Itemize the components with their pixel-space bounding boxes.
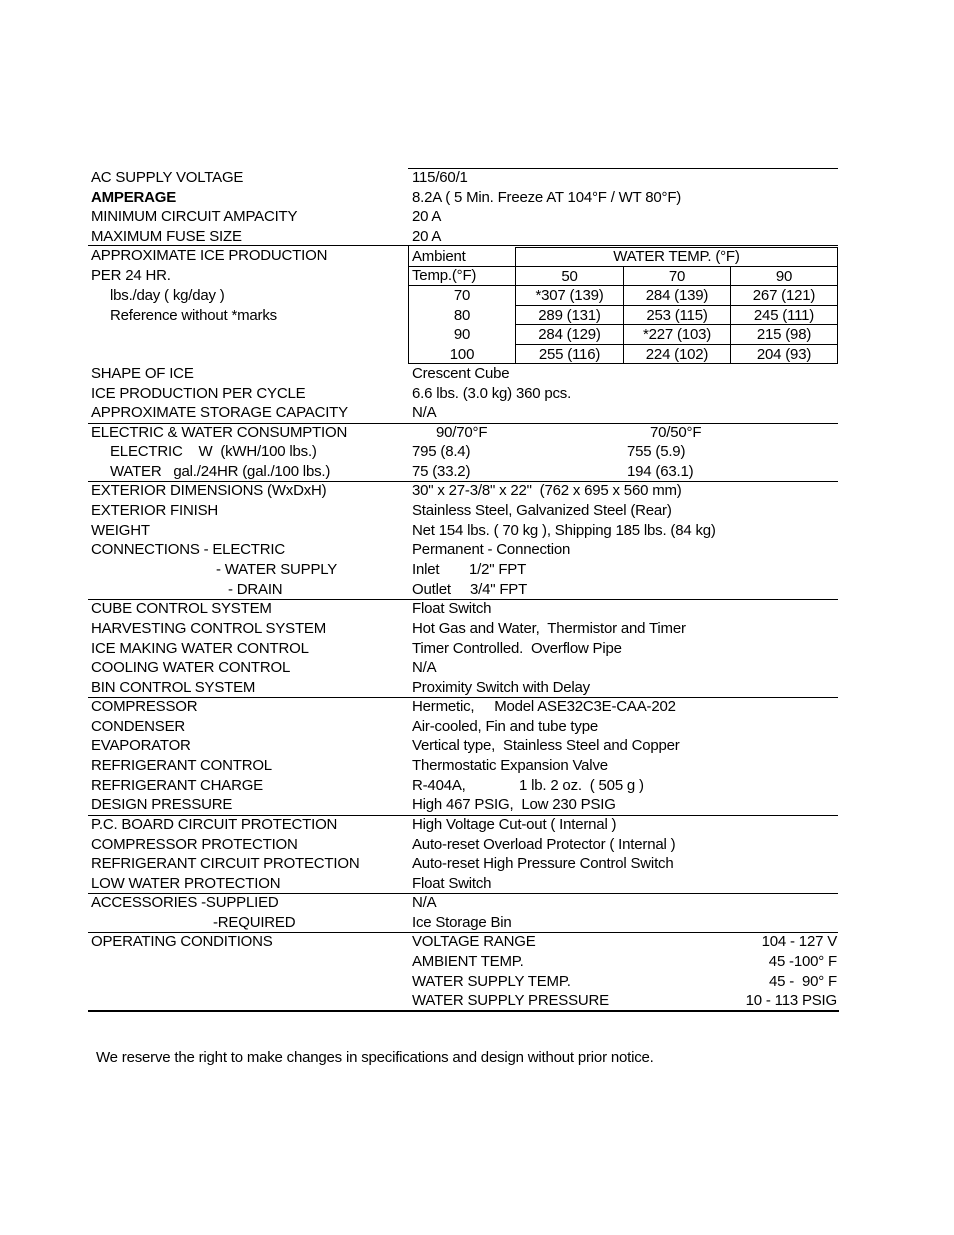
connections-electric-value: Permanent - Connection	[412, 541, 571, 558]
amperage-value: 8.2A ( 5 Min. Freeze AT 104°F / WT 80°F)	[412, 189, 682, 206]
water-temp-header: WATER TEMP. (°F)	[613, 248, 740, 265]
accessories-required-value: Ice Storage Bin	[412, 914, 512, 931]
water-consumption-2: 194 (63.1)	[627, 463, 694, 480]
connections-water-value-1: Inlet	[412, 561, 440, 578]
water-supply-pressure-value: 10 - 113 PSIG	[745, 992, 837, 1009]
water-consumption-1: 75 (33.2)	[412, 463, 471, 480]
table-cell: *307 (139)	[535, 287, 604, 304]
ice-making-water-label: ICE MAKING WATER CONTROL	[91, 640, 309, 657]
disclaimer-note: We reserve the right to make changes in specifications and design without prior notice.	[96, 1049, 654, 1066]
operating-conditions-label: OPERATING CONDITIONS	[91, 933, 273, 950]
ice-per-cycle-label: ICE PRODUCTION PER CYCLE	[91, 385, 306, 402]
ice-production-label: APPROXIMATE ICE PRODUCTION	[91, 247, 328, 264]
cooling-water-value: N/A	[412, 659, 437, 676]
amperage-label: AMPERAGE	[91, 189, 177, 206]
compressor-value: Hermetic, Model ASE32C3E-CAA-202	[412, 698, 676, 715]
connections-water-label: - WATER SUPPLY	[216, 561, 338, 578]
electric-consumption-1: 795 (8.4)	[412, 443, 471, 460]
refrigerant-control-label: REFRIGERANT CONTROL	[91, 757, 272, 774]
ice-making-water-value: Timer Controlled. Overflow Pipe	[412, 640, 622, 657]
compressor-protection-value: Auto-reset Overload Protector ( Internal )	[412, 836, 676, 853]
table-cell: 245 (111)	[753, 307, 815, 324]
bin-control-label: BIN CONTROL SYSTEM	[91, 679, 256, 696]
lbs-per-day-label: lbs./day ( kg/day )	[110, 287, 225, 304]
connections-drain-value-2: 3/4" FPT	[470, 581, 528, 598]
electric-consumption-label: ELECTRIC W (kWH/100 lbs.)	[110, 443, 317, 460]
harvesting-control-label: HARVESTING CONTROL SYSTEM	[91, 620, 327, 637]
exterior-dimensions-value: 30" x 27-3/8" x 22" (762 x 695 x 560 mm)	[412, 482, 682, 499]
connections-water-value-2: 1/2" FPT	[469, 561, 527, 578]
reference-note: Reference without *marks	[110, 307, 277, 324]
accessories-supplied-value: N/A	[412, 894, 437, 911]
table-cell: 284 (129)	[538, 326, 601, 343]
connections-electric-label: CONNECTIONS - ELECTRIC	[91, 541, 285, 558]
refrigerant-control-value: Thermostatic Expansion Valve	[412, 757, 608, 774]
connections-drain-value-1: Outlet	[412, 581, 451, 598]
ambient-value: 80	[453, 307, 471, 324]
refrigerant-protection-value: Auto-reset High Pressure Control Switch	[412, 855, 674, 872]
evaporator-label: EVAPORATOR	[91, 737, 191, 754]
voltage-range-value: 104 - 127 V	[761, 933, 837, 950]
refrigerant-protection-label: REFRIGERANT CIRCUIT PROTECTION	[91, 855, 360, 872]
design-pressure-value: High 467 PSIG, Low 230 PSIG	[412, 796, 616, 813]
condenser-label: CONDENSER	[91, 718, 186, 735]
table-cell: 267 (121)	[752, 287, 816, 304]
consumption-col-2: 70/50°F	[650, 424, 702, 441]
per-24hr-label: PER 24 HR.	[91, 267, 171, 284]
water-supply-temp-label: WATER SUPPLY TEMP.	[412, 973, 571, 990]
storage-capacity-value: N/A	[412, 404, 437, 421]
ac-supply-voltage-value: 115/60/1	[412, 169, 468, 186]
compressor-protection-label: COMPRESSOR PROTECTION	[91, 836, 298, 853]
electric-consumption-2: 755 (5.9)	[627, 443, 686, 460]
exterior-finish-label: EXTERIOR FINISH	[91, 502, 219, 519]
max-fuse-size-label: MAXIMUM FUSE SIZE	[91, 228, 242, 245]
refrigerant-charge-label: REFRIGERANT CHARGE	[91, 777, 263, 794]
accessories-required-label: -REQUIRED	[213, 914, 296, 931]
ambient-header: Ambient	[412, 248, 466, 265]
refrigerant-charge-value-1: R-404A,	[412, 777, 466, 794]
ambient-temp-label: AMBIENT TEMP.	[412, 953, 524, 970]
table-cell: 224 (102)	[645, 346, 709, 363]
water-supply-pressure-label: WATER SUPPLY PRESSURE	[412, 992, 609, 1009]
refrigerant-charge-value-2: 1 lb. 2 oz. ( 505 g )	[519, 777, 644, 794]
bin-control-value: Proximity Switch with Delay	[412, 679, 590, 696]
table-cell: *227 (103)	[642, 326, 712, 343]
storage-capacity-label: APPROXIMATE STORAGE CAPACITY	[91, 404, 348, 421]
cube-control-label: CUBE CONTROL SYSTEM	[91, 600, 272, 617]
compressor-label: COMPRESSOR	[91, 698, 198, 715]
shape-of-ice-label: SHAPE OF ICE	[91, 365, 194, 382]
exterior-finish-value: Stainless Steel, Galvanized Steel (Rear)	[412, 502, 672, 519]
water-consumption-label: WATER gal./24HR (gal./100 lbs.)	[110, 463, 331, 480]
exterior-dimensions-label: EXTERIOR DIMENSIONS (WxDxH)	[91, 482, 327, 499]
ambient-temp-value: 45 -100° F	[768, 953, 837, 970]
consumption-label: ELECTRIC & WATER CONSUMPTION	[91, 424, 348, 441]
ambient-value: 90	[453, 326, 471, 343]
cube-control-value: Float Switch	[412, 600, 492, 617]
cooling-water-label: COOLING WATER CONTROL	[91, 659, 291, 676]
evaporator-value: Vertical type, Stainless Steel and Copper	[412, 737, 680, 754]
water-temp-90: 90	[775, 268, 793, 285]
connections-drain-label: - DRAIN	[228, 581, 283, 598]
shape-of-ice-value: Crescent Cube	[412, 365, 510, 382]
bottom-rule	[88, 1010, 839, 1012]
table-cell: 204 (93)	[756, 346, 812, 363]
low-water-label: LOW WATER PROTECTION	[91, 875, 281, 892]
pc-board-label: P.C. BOARD CIRCUIT PROTECTION	[91, 816, 338, 833]
table-cell: 289 (131)	[538, 307, 601, 324]
ambient-temp-header: Temp.(°F)	[412, 267, 477, 284]
table-cell: 284 (139)	[645, 287, 709, 304]
voltage-range-label: VOLTAGE RANGE	[412, 933, 536, 950]
table-cell: 215 (98)	[756, 326, 812, 343]
table-cell: 253 (115)	[646, 307, 708, 324]
weight-value: Net 154 lbs. ( 70 kg ), Shipping 185 lbs. (84 kg)	[412, 522, 716, 539]
min-circuit-ampacity-label: MINIMUM CIRCUIT AMPACITY	[91, 208, 298, 225]
low-water-value: Float Switch	[412, 875, 492, 892]
design-pressure-label: DESIGN PRESSURE	[91, 796, 233, 813]
water-supply-temp-value: 45 - 90° F	[769, 973, 837, 990]
accessories-supplied-label: ACCESSORIES -SUPPLIED	[91, 894, 279, 911]
ambient-value: 70	[453, 287, 471, 304]
divider	[408, 168, 838, 169]
harvesting-control-value: Hot Gas and Water, Thermistor and Timer	[412, 620, 686, 637]
min-circuit-ampacity-value: 20 A	[412, 208, 442, 225]
max-fuse-size-value: 20 A	[412, 228, 442, 245]
ambient-value: 100	[449, 346, 475, 363]
table-cell: 255 (116)	[538, 346, 601, 363]
weight-label: WEIGHT	[91, 522, 150, 539]
water-temp-70: 70	[668, 268, 686, 285]
ice-per-cycle-value: 6.6 lbs. (3.0 kg) 360 pcs.	[412, 385, 572, 402]
consumption-col-1: 90/70°F	[436, 424, 488, 441]
pc-board-value: High Voltage Cut-out ( Internal )	[412, 816, 617, 833]
ac-supply-voltage-label: AC SUPPLY VOLTAGE	[91, 169, 244, 186]
condenser-value: Air-cooled, Fin and tube type	[412, 718, 598, 735]
water-temp-50: 50	[561, 268, 578, 285]
